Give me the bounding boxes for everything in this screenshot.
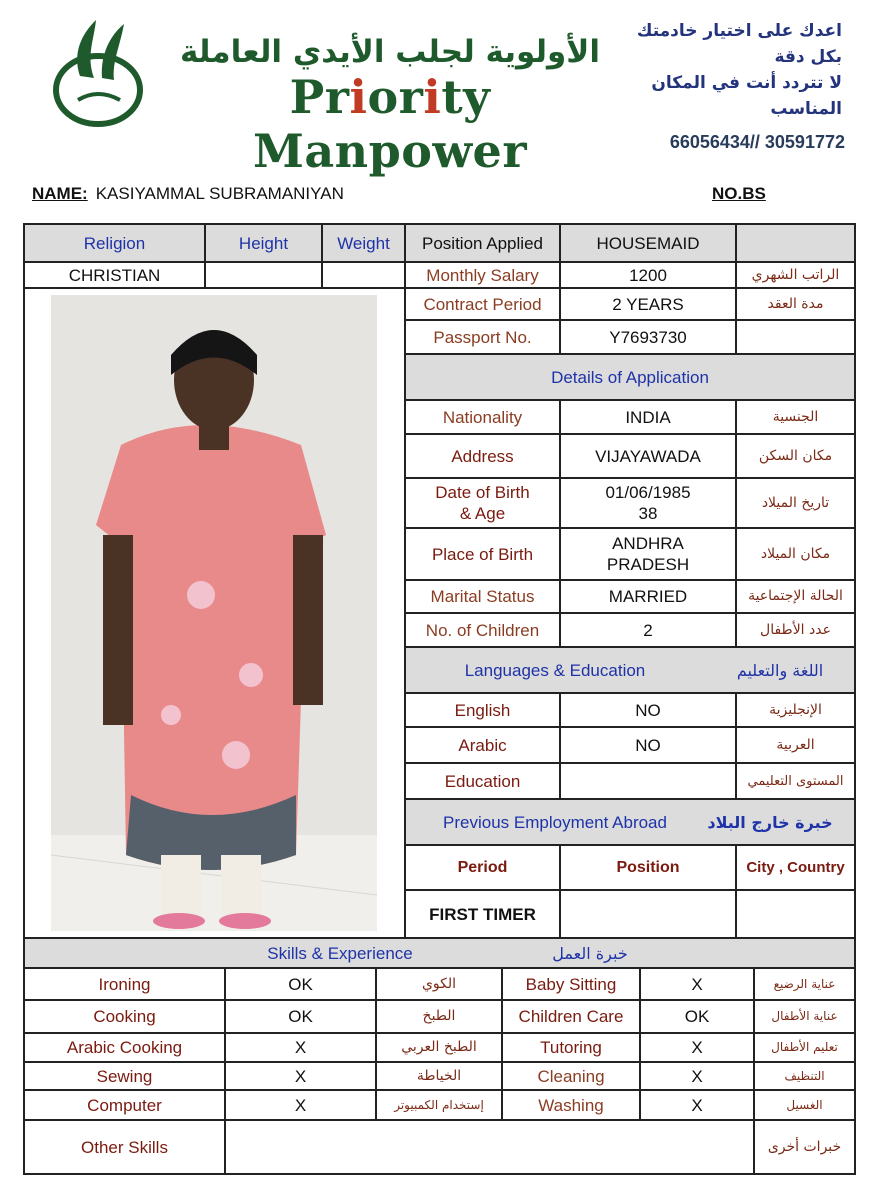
skill-arabic: عناية الرضيع bbox=[773, 976, 836, 991]
candidate-photo bbox=[51, 295, 377, 931]
marital-status-arabic: الحالة الإجتماعية bbox=[748, 588, 843, 604]
grid-line bbox=[321, 223, 323, 288]
employment-col-position: Position bbox=[616, 859, 680, 876]
grid-line bbox=[404, 692, 856, 694]
marital-status-value: MARRIED bbox=[608, 587, 688, 606]
place-of-birth-label: Place of Birth bbox=[431, 544, 534, 564]
passport-value: Y7693730 bbox=[609, 327, 687, 347]
religion-label: Religion bbox=[83, 233, 146, 253]
grid-line bbox=[404, 844, 856, 846]
grid-line bbox=[559, 844, 561, 939]
grid-line bbox=[23, 999, 856, 1001]
english-label: English bbox=[454, 700, 511, 720]
skill-arabic: الطبخ العربي bbox=[401, 1039, 477, 1055]
grid-line bbox=[23, 261, 406, 263]
arabic-language-label: Arabic bbox=[458, 735, 507, 755]
arabic-language-value: NO bbox=[635, 735, 661, 755]
education-arabic: المستوى التعليمي bbox=[747, 773, 844, 789]
grid-line bbox=[23, 1089, 856, 1091]
skill-value: X bbox=[691, 974, 703, 994]
grid-line bbox=[204, 223, 206, 288]
grid-line bbox=[23, 1032, 856, 1034]
application-section-title: Details of Application bbox=[551, 367, 709, 387]
weight-label: Weight bbox=[337, 233, 390, 253]
skill-arabic: الطبخ bbox=[422, 1008, 456, 1024]
place-of-birth-line1: ANDHRA bbox=[612, 534, 684, 553]
skill-value: X bbox=[691, 1095, 703, 1115]
contract-period-arabic: مدة العقد bbox=[767, 295, 824, 312]
other-skills-arabic: خبرات أخرى bbox=[767, 1138, 842, 1155]
grid-line bbox=[735, 692, 737, 799]
other-skills-label: Other Skills bbox=[81, 1137, 168, 1157]
weight-value bbox=[322, 262, 405, 288]
address-arabic: مكان السكن bbox=[758, 447, 833, 464]
employment-col-city-country: City , Country bbox=[746, 859, 845, 876]
employment-period-value: FIRST TIMER bbox=[429, 904, 536, 924]
contract-period-value: 2 YEARS bbox=[612, 294, 684, 314]
grid-line bbox=[735, 399, 737, 647]
arabic-language-arabic: العربية bbox=[776, 736, 815, 753]
dob-date: 01/06/1985 bbox=[605, 483, 691, 502]
skill-arabic: الغسيل bbox=[786, 1097, 823, 1112]
place-of-birth-arabic: مكان الميلاد bbox=[760, 545, 831, 562]
candidate-name: KASIYAMMAL SUBRAMANIYAN bbox=[95, 184, 344, 203]
grid-line bbox=[404, 762, 856, 764]
position-applied-label: Position Applied bbox=[422, 233, 543, 253]
grid-line bbox=[404, 261, 856, 263]
dob-value bbox=[560, 478, 736, 528]
reference-number-label: NO.BS bbox=[712, 184, 766, 203]
grid-line bbox=[404, 477, 856, 479]
skill-label: Baby Sitting bbox=[525, 974, 617, 994]
skill-arabic: عناية الأطفال bbox=[771, 1009, 838, 1023]
languages-section-title: Languages & Education bbox=[464, 660, 646, 680]
slogan-line-2: لا تتردد أنت في المكان المناسب bbox=[651, 73, 842, 119]
skill-label: Washing bbox=[538, 1095, 604, 1115]
skills-section-title: Skills & Experience bbox=[267, 943, 413, 963]
name-label: NAME: bbox=[32, 184, 88, 203]
grid-line bbox=[23, 1061, 856, 1063]
skill-value: X bbox=[691, 1066, 703, 1086]
place-of-birth-value bbox=[560, 528, 736, 580]
passport-arabic bbox=[736, 320, 855, 354]
grid-line bbox=[639, 967, 641, 1120]
children-label: No. of Children bbox=[425, 620, 540, 640]
grid-line bbox=[404, 353, 856, 355]
skill-label: Children Care bbox=[518, 1007, 624, 1026]
height-value bbox=[205, 262, 322, 288]
languages-section-title-arabic: اللغة والتعليم bbox=[736, 660, 824, 680]
brand-name-english: Priority Manpower bbox=[252, 70, 528, 178]
grid-line bbox=[23, 1119, 856, 1121]
other-skills-value bbox=[225, 1120, 754, 1174]
grid-line bbox=[404, 399, 856, 401]
height-label: Height bbox=[238, 233, 289, 253]
grid-line bbox=[404, 798, 856, 800]
skill-label: Arabic Cooking bbox=[66, 1038, 183, 1057]
skill-arabic: الخياطة bbox=[416, 1067, 462, 1084]
english-value: NO bbox=[635, 700, 661, 720]
skill-value: OK bbox=[288, 974, 313, 994]
address-label: Address bbox=[451, 446, 514, 466]
education-value bbox=[560, 763, 736, 799]
skills-section-title-arabic: خبرة العمل bbox=[552, 943, 628, 963]
nationality-value: INDIA bbox=[625, 407, 671, 427]
table-border bbox=[23, 1173, 856, 1175]
nationality-label: Nationality bbox=[442, 407, 523, 427]
grid-line bbox=[404, 433, 856, 435]
contract-period-label: Contract Period bbox=[423, 294, 542, 314]
grid-line bbox=[404, 579, 856, 581]
place-of-birth-line2: PRADESH bbox=[606, 555, 690, 574]
skill-value: X bbox=[691, 1038, 703, 1057]
monthly-salary-arabic: الراتب الشهري bbox=[751, 266, 840, 283]
grid-line bbox=[404, 223, 406, 939]
grid-line bbox=[559, 692, 561, 799]
employment-city-value bbox=[736, 890, 855, 938]
monthly-salary-label: Monthly Salary bbox=[426, 265, 539, 285]
slogan-line-1: اعدك على اختيار خادمتك بكل دقة bbox=[636, 21, 842, 67]
nationality-arabic: الجنسية bbox=[772, 408, 819, 425]
skill-value: X bbox=[294, 1066, 307, 1086]
skill-arabic: الكوي bbox=[421, 975, 457, 992]
employment-position-value bbox=[560, 890, 736, 938]
employment-section-title: Previous Employment Abroad bbox=[443, 812, 667, 832]
grid-line bbox=[404, 527, 856, 529]
skill-label: Cleaning bbox=[537, 1066, 605, 1086]
skill-label: Computer bbox=[87, 1095, 162, 1115]
grid-line bbox=[559, 399, 561, 647]
grid-line bbox=[735, 844, 737, 939]
education-label: Education bbox=[444, 771, 521, 791]
grid-line bbox=[23, 937, 856, 939]
dob-label bbox=[405, 478, 560, 528]
dob-label-line1: Date of Birth bbox=[435, 483, 530, 502]
skill-arabic: تعليم الأطفال bbox=[771, 1040, 838, 1054]
brand-name-arabic: الأولوية لجلب الأيدي العاملة bbox=[179, 34, 601, 70]
phone-numbers: 66056434// 30591772 bbox=[669, 132, 845, 152]
grid-line bbox=[404, 319, 856, 321]
grid-line bbox=[375, 967, 377, 1120]
address-value: VIJAYAWADA bbox=[595, 446, 701, 466]
monthly-salary-value: 1200 bbox=[629, 265, 667, 285]
children-value: 2 bbox=[643, 620, 653, 640]
skill-arabic: التنظيف bbox=[784, 1068, 825, 1083]
children-arabic: عدد الأطفال bbox=[760, 621, 831, 638]
employment-section-title-arabic: خبرة خارج البلاد bbox=[707, 812, 833, 832]
grid-line bbox=[23, 287, 406, 289]
skill-label: Sewing bbox=[96, 1066, 153, 1086]
skill-value: X bbox=[294, 1038, 307, 1057]
grid-line bbox=[735, 223, 737, 354]
table-border bbox=[23, 223, 856, 225]
skill-arabic: إستخدام الكمبيوتر bbox=[394, 1097, 484, 1112]
grid-line bbox=[23, 967, 856, 969]
grid-line bbox=[404, 889, 856, 891]
skill-value: X bbox=[294, 1095, 307, 1115]
dob-arabic: تاريخ الميلاد bbox=[761, 494, 830, 511]
grid-line bbox=[404, 612, 856, 614]
passport-label: Passport No. bbox=[433, 327, 532, 347]
grid-line bbox=[501, 967, 503, 1120]
grid-line bbox=[404, 287, 856, 289]
english-arabic: الإنجليزية bbox=[769, 701, 822, 718]
grid-line bbox=[559, 223, 561, 354]
grid-line bbox=[753, 967, 755, 1175]
skill-value: OK bbox=[288, 1007, 313, 1026]
grid-line bbox=[404, 646, 856, 648]
grid-line bbox=[224, 967, 226, 1175]
skill-value: OK bbox=[684, 1007, 710, 1026]
age-value: 38 bbox=[638, 504, 658, 523]
marital-status-label: Marital Status bbox=[430, 587, 535, 606]
skill-label: Tutoring bbox=[540, 1038, 602, 1057]
dob-label-line2: & Age bbox=[459, 504, 506, 523]
religion-value: CHRISTIAN bbox=[68, 265, 161, 285]
skill-label: Ironing bbox=[98, 974, 151, 994]
skill-label: Cooking bbox=[93, 1007, 156, 1026]
position-applied-value: HOUSEMAID bbox=[596, 233, 700, 253]
employment-col-period: Period bbox=[457, 859, 508, 876]
grid-line bbox=[404, 726, 856, 728]
